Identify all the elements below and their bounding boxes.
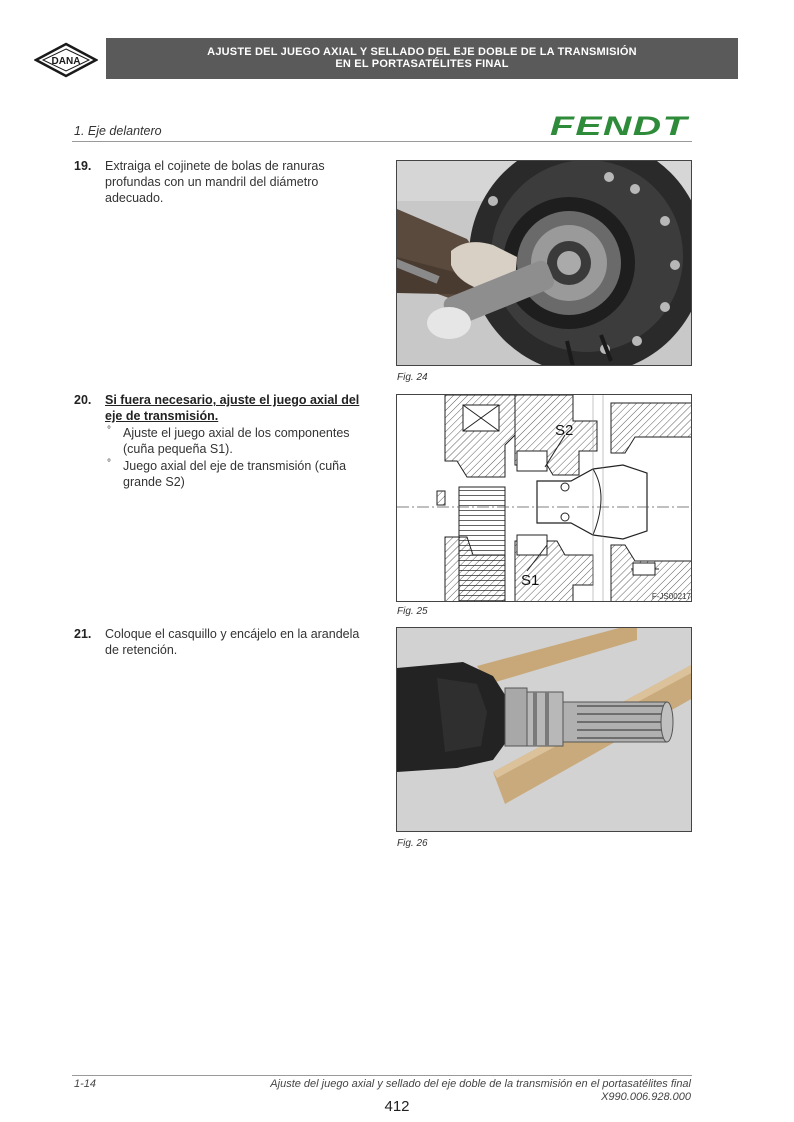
dana-logo-text: DANA — [51, 56, 81, 67]
section-label: 1. Eje delantero — [74, 124, 162, 138]
figure-26-photo — [396, 627, 692, 832]
bullet-marker: ° — [107, 425, 111, 436]
bottom-rule — [72, 1075, 692, 1076]
hub-bearing-photo — [397, 161, 692, 366]
header-title-line2: EN EL PORTASATÉLITES FINAL — [335, 57, 509, 70]
figure-26-caption: Fig. 26 — [397, 838, 428, 849]
fendt-logo — [548, 112, 690, 138]
figure-24-caption: Fig. 24 — [397, 372, 428, 383]
step-text: Coloque el casquillo y encájelo en la arandela de retención. — [105, 627, 360, 657]
footer-title-line1: Ajuste del juego axial y sellado del eje doble de la transmisión en el portasatélites final — [270, 1078, 691, 1090]
page-number: 412 — [384, 1098, 410, 1115]
label-s1: S1 — [521, 572, 540, 589]
figure-24-photo — [396, 160, 692, 366]
header-title-line1: AJUSTE DEL JUEGO AXIAL Y SELLADO DEL EJE DOBLE DE LA TRANSMISIÓN — [207, 46, 637, 58]
step-20 — [74, 392, 364, 490]
step-text: Extraiga el cojinete de bolas de ranuras profundas con un mandril del diámetro adecuado. — [105, 159, 325, 205]
bullet-marker: ° — [107, 458, 111, 469]
shaft-bushing-photo — [397, 628, 692, 832]
footer-doc-number: X990.006.928.000 — [601, 1091, 691, 1103]
step-21 — [74, 626, 364, 658]
bullet-text: Juego axial del eje de transmisión (cuña grande S2) — [123, 459, 347, 489]
header-title — [106, 38, 738, 79]
step-number: 20. — [74, 393, 92, 407]
label-s2: S2 — [555, 422, 574, 439]
step-title: Si fuera necesario, ajuste el juego axial del eje de transmisión. — [105, 393, 360, 423]
bullet-item — [105, 458, 364, 490]
figure-25-caption: Fig. 25 — [397, 606, 428, 617]
figure-25-diagram — [396, 394, 692, 602]
step-19 — [74, 158, 364, 206]
bullet-text: Ajuste el juego axial de los componentes (cuña pequeña S1). — [123, 426, 350, 456]
drawing-reference: F-JS00217 — [651, 592, 691, 601]
top-rule — [72, 141, 692, 142]
axle-section-drawing — [397, 395, 692, 602]
bullet-item — [105, 425, 364, 457]
fendt-logo-text: FENDT — [550, 112, 690, 138]
dana-logo — [34, 42, 98, 78]
footer-section-number: 1-14 — [74, 1078, 97, 1090]
step-number: 19. — [74, 159, 92, 173]
step-number: 21. — [74, 627, 92, 641]
